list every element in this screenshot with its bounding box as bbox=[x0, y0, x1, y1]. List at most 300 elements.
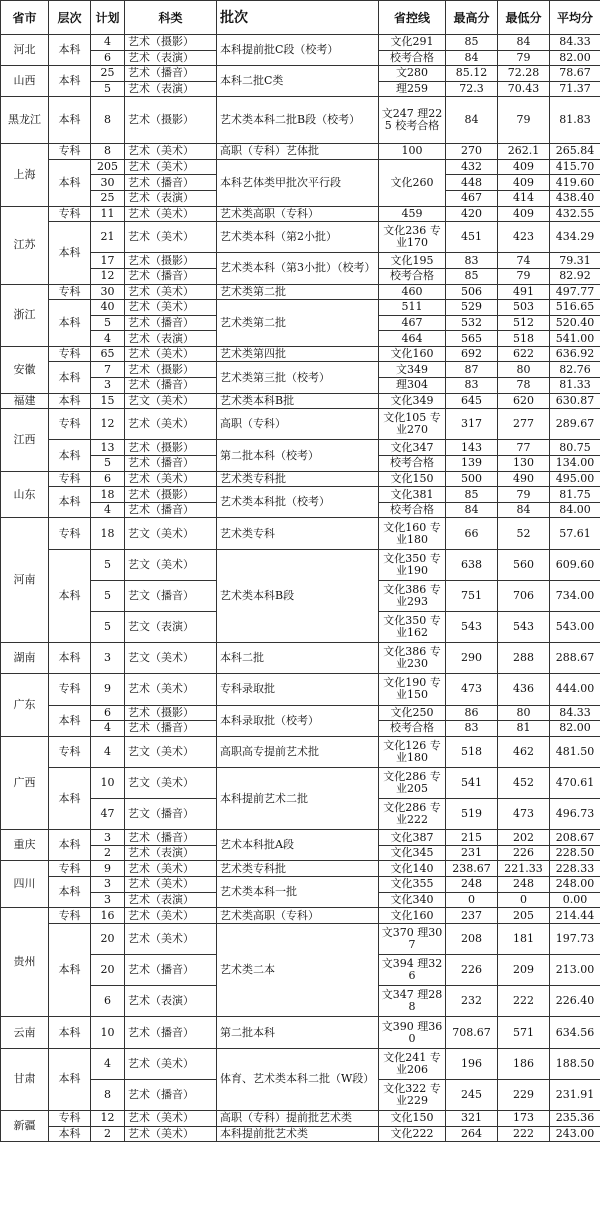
cell-min-score: 436 bbox=[498, 674, 550, 705]
cell-level: 本科 bbox=[49, 97, 91, 144]
cell-max-score: 232 bbox=[446, 986, 498, 1017]
cell-control-line: 文370 理307 bbox=[379, 923, 446, 954]
cell-max-score: 196 bbox=[446, 1048, 498, 1079]
table-row bbox=[1, 674, 600, 705]
cell-avg-score: 78.67 bbox=[550, 66, 600, 82]
table-row bbox=[1, 1017, 600, 1048]
cell-plan: 6 bbox=[91, 50, 125, 66]
cell-control-line: 文280 bbox=[379, 66, 446, 82]
cell-control-line: 文247 理225 校考合格 bbox=[379, 97, 446, 144]
cell-plan: 30 bbox=[91, 175, 125, 191]
cell-avg-score: 520.40 bbox=[550, 315, 600, 331]
cell-avg-score: 197.73 bbox=[550, 923, 600, 954]
cell-subject: 艺文（美术） bbox=[125, 393, 217, 409]
cell-subject: 艺文（播音） bbox=[125, 799, 217, 830]
cell-control-line: 文化160 bbox=[379, 908, 446, 924]
cell-level: 本科 bbox=[49, 1048, 91, 1110]
cell-max-score: 645 bbox=[446, 393, 498, 409]
header-row bbox=[1, 1, 600, 35]
cell-batch: 本科提前艺术二批 bbox=[217, 767, 379, 829]
cell-max-score: 85 bbox=[446, 268, 498, 284]
cell-avg-score: 84.00 bbox=[550, 502, 600, 518]
cell-subject: 艺术（美术） bbox=[125, 923, 217, 954]
cell-min-score: 706 bbox=[498, 580, 550, 611]
cell-subject: 艺文（美术） bbox=[125, 736, 217, 767]
cell-plan: 20 bbox=[91, 955, 125, 986]
cell-plan: 12 bbox=[91, 409, 125, 440]
cell-batch: 体育、艺术类本科二批（W段） bbox=[217, 1048, 379, 1110]
cell-province: 山西 bbox=[1, 66, 49, 97]
table-row bbox=[1, 440, 600, 456]
cell-plan: 40 bbox=[91, 300, 125, 316]
cell-avg-score: 516.65 bbox=[550, 300, 600, 316]
cell-min-score: 543 bbox=[498, 611, 550, 642]
cell-plan: 30 bbox=[91, 284, 125, 300]
cell-max-score: 317 bbox=[446, 409, 498, 440]
cell-max-score: 432 bbox=[446, 159, 498, 175]
cell-max-score: 208 bbox=[446, 923, 498, 954]
cell-min-score: 262.1 bbox=[498, 144, 550, 160]
cell-min-score: 81 bbox=[498, 721, 550, 737]
cell-province: 江西 bbox=[1, 409, 49, 471]
cell-max-score: 543 bbox=[446, 611, 498, 642]
cell-avg-score: 231.91 bbox=[550, 1079, 600, 1110]
cell-control-line: 理304 bbox=[379, 378, 446, 394]
cell-avg-score: 235.36 bbox=[550, 1110, 600, 1126]
table-row bbox=[1, 300, 600, 316]
cell-control-line: 文化387 bbox=[379, 830, 446, 846]
cell-min-score: 78 bbox=[498, 378, 550, 394]
cell-subject: 艺术（播音） bbox=[125, 721, 217, 737]
cell-min-score: 52 bbox=[498, 518, 550, 549]
cell-avg-score: 541.00 bbox=[550, 331, 600, 347]
cell-batch: 本科提前批C段（校考） bbox=[217, 35, 379, 66]
cell-subject: 艺术（播音） bbox=[125, 456, 217, 472]
cell-subject: 艺文（表演） bbox=[125, 611, 217, 642]
cell-max-score: 532 bbox=[446, 315, 498, 331]
cell-min-score: 0 bbox=[498, 892, 550, 908]
table-row bbox=[1, 253, 600, 269]
cell-level: 本科 bbox=[49, 440, 91, 471]
cell-avg-score: 609.60 bbox=[550, 549, 600, 580]
cell-min-score: 288 bbox=[498, 643, 550, 674]
cell-batch: 高职（专科） bbox=[217, 409, 379, 440]
cell-plan: 5 bbox=[91, 580, 125, 611]
cell-plan: 16 bbox=[91, 908, 125, 924]
table-row bbox=[1, 409, 600, 440]
cell-min-score: 222 bbox=[498, 1126, 550, 1142]
cell-avg-score: 82.76 bbox=[550, 362, 600, 378]
cell-min-score: 79 bbox=[498, 487, 550, 503]
cell-min-score: 74 bbox=[498, 253, 550, 269]
cell-province: 广东 bbox=[1, 674, 49, 736]
cell-control-line: 文化241 专业206 bbox=[379, 1048, 446, 1079]
cell-min-score: 80 bbox=[498, 362, 550, 378]
cell-plan: 2 bbox=[91, 1126, 125, 1142]
cell-plan: 13 bbox=[91, 440, 125, 456]
cell-subject: 艺术（表演） bbox=[125, 50, 217, 66]
cell-max-score: 83 bbox=[446, 378, 498, 394]
cell-level: 本科 bbox=[49, 1017, 91, 1048]
cell-control-line: 文化291 bbox=[379, 35, 446, 51]
cell-control-line: 校考合格 bbox=[379, 721, 446, 737]
cell-plan: 12 bbox=[91, 268, 125, 284]
cell-plan: 3 bbox=[91, 877, 125, 893]
cell-avg-score: 438.40 bbox=[550, 190, 600, 206]
cell-control-line: 文化355 bbox=[379, 877, 446, 893]
cell-subject: 艺术（播音） bbox=[125, 315, 217, 331]
cell-max-score: 83 bbox=[446, 721, 498, 737]
cell-level: 专科 bbox=[49, 736, 91, 767]
cell-min-score: 503 bbox=[498, 300, 550, 316]
cell-avg-score: 543.00 bbox=[550, 611, 600, 642]
cell-max-score: 420 bbox=[446, 206, 498, 222]
cell-level: 本科 bbox=[49, 487, 91, 518]
cell-level: 本科 bbox=[49, 362, 91, 393]
cell-plan: 5 bbox=[91, 456, 125, 472]
cell-level: 本科 bbox=[49, 643, 91, 674]
cell-batch: 艺术类本科（第3小批）（校考） bbox=[217, 253, 379, 284]
cell-batch: 艺术类本科二批B段（校考） bbox=[217, 97, 379, 144]
cell-max-score: 139 bbox=[446, 456, 498, 472]
cell-plan: 18 bbox=[91, 487, 125, 503]
cell-min-score: 173 bbox=[498, 1110, 550, 1126]
cell-avg-score: 188.50 bbox=[550, 1048, 600, 1079]
cell-control-line: 文化160 bbox=[379, 346, 446, 362]
cell-plan: 3 bbox=[91, 892, 125, 908]
cell-min-score: 490 bbox=[498, 471, 550, 487]
cell-max-score: 270 bbox=[446, 144, 498, 160]
cell-level: 专科 bbox=[49, 1110, 91, 1126]
cell-plan: 10 bbox=[91, 767, 125, 798]
cell-avg-score: 82.92 bbox=[550, 268, 600, 284]
cell-plan: 8 bbox=[91, 144, 125, 160]
table-row bbox=[1, 861, 600, 877]
cell-province: 广西 bbox=[1, 736, 49, 830]
header-level: 层次 bbox=[49, 1, 91, 35]
cell-min-score: 622 bbox=[498, 346, 550, 362]
cell-avg-score: 630.87 bbox=[550, 393, 600, 409]
cell-batch: 艺术类专科批 bbox=[217, 471, 379, 487]
cell-province: 重庆 bbox=[1, 830, 49, 861]
cell-max-score: 264 bbox=[446, 1126, 498, 1142]
cell-province: 上海 bbox=[1, 144, 49, 206]
cell-batch: 艺术类高职（专科） bbox=[217, 908, 379, 924]
cell-avg-score: 82.00 bbox=[550, 50, 600, 66]
cell-control-line: 文化150 bbox=[379, 471, 446, 487]
cell-avg-score: 226.40 bbox=[550, 986, 600, 1017]
cell-province: 新疆 bbox=[1, 1110, 49, 1141]
cell-level: 本科 bbox=[49, 393, 91, 409]
cell-avg-score: 634.56 bbox=[550, 1017, 600, 1048]
cell-subject: 艺术（美术） bbox=[125, 144, 217, 160]
cell-subject: 艺术（美术） bbox=[125, 1048, 217, 1079]
cell-plan: 5 bbox=[91, 549, 125, 580]
cell-control-line: 460 bbox=[379, 284, 446, 300]
cell-subject: 艺术（播音） bbox=[125, 1079, 217, 1110]
cell-avg-score: 228.33 bbox=[550, 861, 600, 877]
cell-plan: 4 bbox=[91, 502, 125, 518]
cell-batch: 艺术类二本 bbox=[217, 923, 379, 1017]
cell-subject: 艺术（美术） bbox=[125, 206, 217, 222]
cell-max-score: 84 bbox=[446, 502, 498, 518]
table-body bbox=[1, 35, 600, 1142]
cell-control-line: 校考合格 bbox=[379, 50, 446, 66]
header-province: 省市 bbox=[1, 1, 49, 35]
cell-max-score: 448 bbox=[446, 175, 498, 191]
cell-batch: 艺术本科批A段 bbox=[217, 830, 379, 861]
cell-avg-score: 79.31 bbox=[550, 253, 600, 269]
cell-max-score: 751 bbox=[446, 580, 498, 611]
cell-min-score: 571 bbox=[498, 1017, 550, 1048]
cell-subject: 艺术（美术） bbox=[125, 877, 217, 893]
table-row bbox=[1, 206, 600, 222]
cell-control-line: 459 bbox=[379, 206, 446, 222]
cell-plan: 17 bbox=[91, 253, 125, 269]
cell-control-line: 文347 理288 bbox=[379, 986, 446, 1017]
cell-control-line: 文349 bbox=[379, 362, 446, 378]
cell-level: 本科 bbox=[49, 549, 91, 643]
cell-level: 专科 bbox=[49, 861, 91, 877]
cell-control-line: 文390 理360 bbox=[379, 1017, 446, 1048]
cell-control-line: 文化286 专业222 bbox=[379, 799, 446, 830]
cell-plan: 15 bbox=[91, 393, 125, 409]
cell-avg-score: 81.33 bbox=[550, 378, 600, 394]
cell-control-line: 文化150 bbox=[379, 1110, 446, 1126]
cell-subject: 艺术（摄影） bbox=[125, 440, 217, 456]
cell-max-score: 215 bbox=[446, 830, 498, 846]
cell-plan: 25 bbox=[91, 66, 125, 82]
cell-subject: 艺术（美术） bbox=[125, 674, 217, 705]
header-batch: 批次 bbox=[217, 1, 379, 35]
cell-avg-score: 289.67 bbox=[550, 409, 600, 440]
cell-plan: 4 bbox=[91, 721, 125, 737]
cell-max-score: 143 bbox=[446, 440, 498, 456]
cell-subject: 艺术（播音） bbox=[125, 378, 217, 394]
cell-batch: 高职（专科）艺体批 bbox=[217, 144, 379, 160]
cell-subject: 艺文（美术） bbox=[125, 518, 217, 549]
cell-plan: 3 bbox=[91, 378, 125, 394]
cell-subject: 艺术（表演） bbox=[125, 845, 217, 861]
cell-plan: 21 bbox=[91, 222, 125, 253]
cell-subject: 艺术（表演） bbox=[125, 81, 217, 97]
cell-batch: 艺术类本科（第2小批） bbox=[217, 222, 379, 253]
cell-control-line: 文化340 bbox=[379, 892, 446, 908]
cell-control-line: 文化286 专业205 bbox=[379, 767, 446, 798]
cell-subject: 艺术（摄影） bbox=[125, 253, 217, 269]
cell-avg-score: 82.00 bbox=[550, 721, 600, 737]
cell-level: 专科 bbox=[49, 409, 91, 440]
cell-plan: 6 bbox=[91, 705, 125, 721]
cell-subject: 艺术（播音） bbox=[125, 955, 217, 986]
cell-min-score: 205 bbox=[498, 908, 550, 924]
cell-max-score: 0 bbox=[446, 892, 498, 908]
cell-batch: 艺术类本科B段 bbox=[217, 549, 379, 643]
cell-batch: 本科二批C类 bbox=[217, 66, 379, 97]
table-row bbox=[1, 144, 600, 160]
table-row bbox=[1, 362, 600, 378]
cell-subject: 艺术（表演） bbox=[125, 892, 217, 908]
cell-control-line: 文化345 bbox=[379, 845, 446, 861]
cell-max-score: 506 bbox=[446, 284, 498, 300]
cell-subject: 艺术（美术） bbox=[125, 300, 217, 316]
cell-level: 专科 bbox=[49, 908, 91, 924]
cell-subject: 艺术（摄影） bbox=[125, 487, 217, 503]
cell-subject: 艺术（美术） bbox=[125, 908, 217, 924]
cell-plan: 5 bbox=[91, 315, 125, 331]
table-row bbox=[1, 222, 600, 238]
cell-batch: 艺术类本科一批 bbox=[217, 877, 379, 908]
header-min-score: 最低分 bbox=[498, 1, 550, 35]
cell-plan: 47 bbox=[91, 799, 125, 830]
cell-batch: 第二批本科（校考） bbox=[217, 440, 379, 471]
cell-max-score: 321 bbox=[446, 1110, 498, 1126]
cell-max-score: 84 bbox=[446, 97, 498, 144]
cell-avg-score: 495.00 bbox=[550, 471, 600, 487]
cell-max-score: 541 bbox=[446, 767, 498, 798]
cell-control-line: 文化381 bbox=[379, 487, 446, 503]
cell-avg-score: 81.75 bbox=[550, 487, 600, 503]
table-row bbox=[1, 767, 600, 798]
cell-batch: 第二批本科 bbox=[217, 1017, 379, 1048]
cell-batch: 本科二批 bbox=[217, 643, 379, 674]
cell-level: 本科 bbox=[49, 159, 91, 206]
cell-max-score: 519 bbox=[446, 799, 498, 830]
cell-batch: 艺术类第二批 bbox=[217, 284, 379, 300]
cell-avg-score: 470.61 bbox=[550, 767, 600, 798]
cell-control-line: 文化190 专业150 bbox=[379, 674, 446, 705]
cell-province: 甘肃 bbox=[1, 1048, 49, 1110]
cell-control-line: 文化349 bbox=[379, 393, 446, 409]
cell-min-score: 79 bbox=[498, 268, 550, 284]
cell-subject: 艺术（播音） bbox=[125, 830, 217, 846]
cell-plan: 3 bbox=[91, 830, 125, 846]
cell-min-score: 518 bbox=[498, 331, 550, 347]
cell-max-score: 473 bbox=[446, 674, 498, 705]
table-row bbox=[1, 705, 600, 721]
cell-level: 本科 bbox=[49, 877, 91, 908]
cell-province: 河南 bbox=[1, 518, 49, 643]
cell-min-score: 620 bbox=[498, 393, 550, 409]
cell-plan: 5 bbox=[91, 611, 125, 642]
cell-subject: 艺术（表演） bbox=[125, 986, 217, 1017]
cell-plan: 3 bbox=[91, 643, 125, 674]
cell-control-line: 100 bbox=[379, 144, 446, 160]
cell-subject: 艺术（摄影） bbox=[125, 362, 217, 378]
cell-control-line: 文化347 bbox=[379, 440, 446, 456]
cell-subject: 艺术（美术） bbox=[125, 471, 217, 487]
cell-min-score: 491 bbox=[498, 284, 550, 300]
cell-avg-score: 228.50 bbox=[550, 845, 600, 861]
cell-min-score: 72.28 bbox=[498, 66, 550, 82]
cell-province: 四川 bbox=[1, 861, 49, 908]
cell-subject: 艺术（播音） bbox=[125, 502, 217, 518]
cell-max-score: 529 bbox=[446, 300, 498, 316]
table-row bbox=[1, 923, 600, 954]
cell-plan: 4 bbox=[91, 35, 125, 51]
cell-max-score: 237 bbox=[446, 908, 498, 924]
cell-max-score: 86 bbox=[446, 705, 498, 721]
cell-level: 本科 bbox=[49, 66, 91, 97]
table-row bbox=[1, 159, 600, 175]
cell-control-line: 文化386 专业230 bbox=[379, 643, 446, 674]
cell-avg-score: 444.00 bbox=[550, 674, 600, 705]
cell-batch: 艺术类专科 bbox=[217, 518, 379, 549]
cell-avg-score: 415.70 bbox=[550, 159, 600, 175]
cell-control-line: 文化322 专业229 bbox=[379, 1079, 446, 1110]
cell-min-score: 186 bbox=[498, 1048, 550, 1079]
cell-subject: 艺术（美术） bbox=[125, 1126, 217, 1142]
cell-plan: 18 bbox=[91, 518, 125, 549]
header-control-line: 省控线 bbox=[379, 1, 446, 35]
cell-batch: 艺术类本科批（校考） bbox=[217, 487, 379, 518]
cell-min-score: 452 bbox=[498, 767, 550, 798]
cell-batch: 艺术类高职（专科） bbox=[217, 206, 379, 222]
cell-avg-score: 636.92 bbox=[550, 346, 600, 362]
cell-avg-score: 80.75 bbox=[550, 440, 600, 456]
table-row bbox=[1, 35, 600, 51]
cell-plan: 9 bbox=[91, 861, 125, 877]
cell-avg-score: 71.37 bbox=[550, 81, 600, 97]
cell-avg-score: 213.00 bbox=[550, 955, 600, 986]
cell-min-score: 209 bbox=[498, 955, 550, 986]
cell-province: 贵州 bbox=[1, 908, 49, 1017]
cell-level: 专科 bbox=[49, 284, 91, 300]
cell-subject: 艺术（播音） bbox=[125, 66, 217, 82]
cell-batch: 高职高专提前艺术批 bbox=[217, 736, 379, 767]
cell-subject: 艺术（美术） bbox=[125, 346, 217, 362]
cell-level: 专科 bbox=[49, 206, 91, 222]
table-row bbox=[1, 487, 600, 503]
cell-batch: 艺术类第三批（校考） bbox=[217, 362, 379, 393]
cell-plan: 2 bbox=[91, 845, 125, 861]
cell-plan: 4 bbox=[91, 1048, 125, 1079]
cell-control-line: 文化105 专业270 bbox=[379, 409, 446, 440]
cell-control-line: 文化195 bbox=[379, 253, 446, 269]
cell-province: 山东 bbox=[1, 471, 49, 518]
table-row bbox=[1, 877, 600, 893]
cell-min-score: 560 bbox=[498, 549, 550, 580]
cell-plan: 4 bbox=[91, 331, 125, 347]
cell-level: 专科 bbox=[49, 144, 91, 160]
cell-max-score: 85.12 bbox=[446, 66, 498, 82]
cell-subject: 艺术（摄影） bbox=[125, 35, 217, 51]
cell-control-line: 校考合格 bbox=[379, 268, 446, 284]
cell-subject: 艺文（美术） bbox=[125, 767, 217, 798]
cell-level: 本科 bbox=[49, 767, 91, 829]
cell-max-score: 85 bbox=[446, 35, 498, 51]
cell-min-score: 512 bbox=[498, 315, 550, 331]
cell-plan: 11 bbox=[91, 206, 125, 222]
cell-batch: 本科艺体类甲批次平行段 bbox=[217, 159, 379, 206]
cell-min-score: 70.43 bbox=[498, 81, 550, 97]
cell-avg-score: 84.33 bbox=[550, 35, 600, 51]
cell-max-score: 83 bbox=[446, 253, 498, 269]
cell-max-score: 467 bbox=[446, 190, 498, 206]
cell-level: 本科 bbox=[49, 830, 91, 861]
cell-max-score: 451 bbox=[446, 222, 498, 253]
cell-avg-score: 57.61 bbox=[550, 518, 600, 549]
cell-subject: 艺术（表演） bbox=[125, 190, 217, 206]
cell-province: 云南 bbox=[1, 1017, 49, 1048]
cell-plan: 8 bbox=[91, 97, 125, 144]
cell-batch: 艺术类第四批 bbox=[217, 346, 379, 362]
cell-control-line: 文化222 bbox=[379, 1126, 446, 1142]
cell-level: 专科 bbox=[49, 518, 91, 549]
cell-province: 福建 bbox=[1, 393, 49, 409]
cell-min-score: 409 bbox=[498, 159, 550, 175]
cell-plan: 9 bbox=[91, 674, 125, 705]
